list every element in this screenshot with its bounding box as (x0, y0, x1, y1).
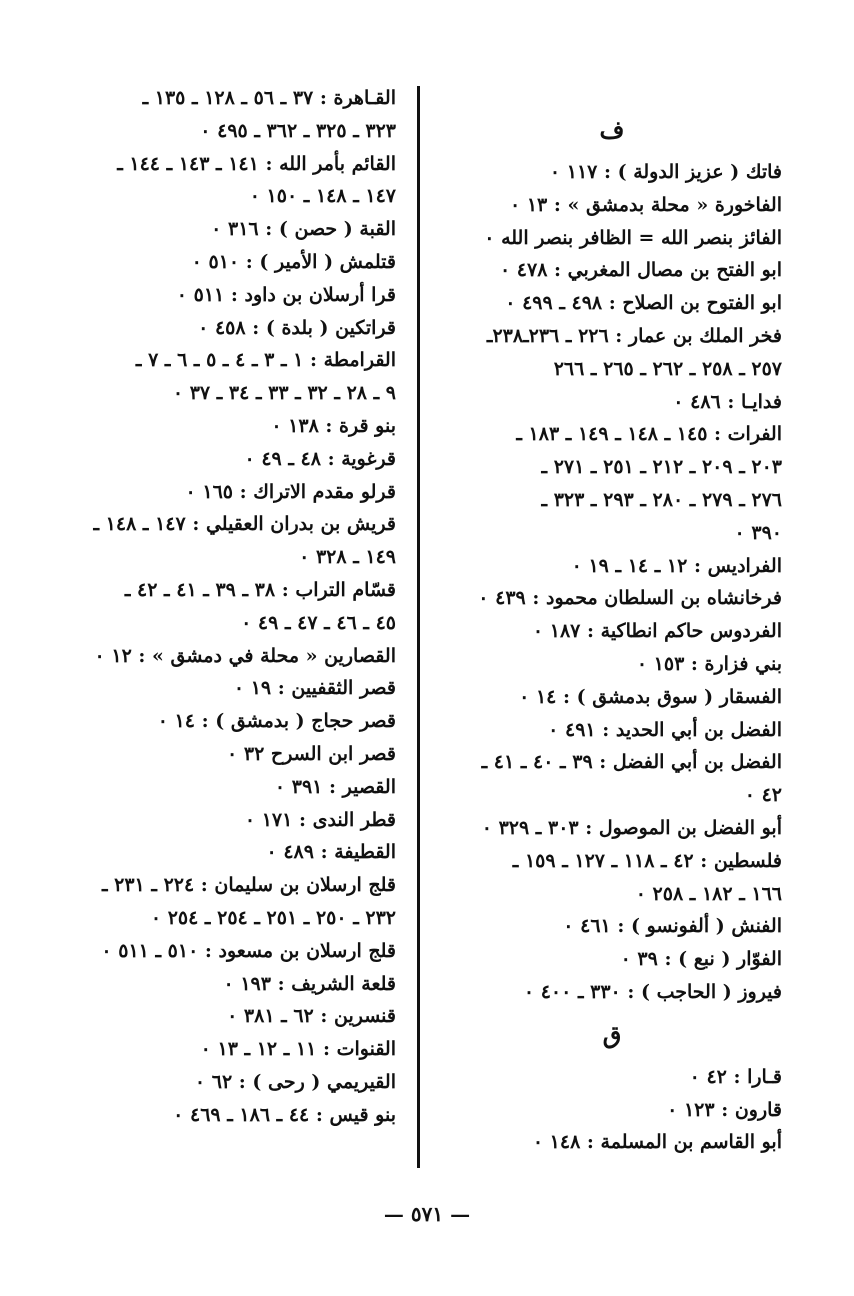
index-entry: ١٤٩ ـ ٣٢٨ ٠ (299, 546, 396, 569)
index-entry: ٩ ـ ٢٨ ـ ٣٢ ـ ٣٣ ـ ٣٤ ـ ٣٧ ٠ (172, 382, 396, 405)
index-entry: ١٦٦ ـ ١٨٢ ـ ٢٥٨ ٠ (635, 882, 782, 905)
index-entry: قلعة الشريف : ١٩٣ ٠ (223, 972, 396, 995)
index-entry: فيروز ( الحاجب ) : ٣٣٠ ـ ٤٠٠ ٠ (523, 980, 782, 1003)
index-entry: قطر الندى : ١٧١ ٠ (244, 808, 396, 831)
index-entry: ٢٧٦ ـ ٢٧٩ ـ ٢٨٠ ـ ٢٩٣ ـ ٣٢٣ ـ (541, 488, 782, 511)
index-entry: ٤٢ ٠ (744, 784, 782, 807)
right-column (442, 104, 782, 1159)
index-entry: القنوات : ١١ ـ ١٢ ـ ١٣ ٠ (200, 1038, 396, 1061)
index-entry: ابو الفتح بن مصال المغربي : ٤٧٨ ٠ (499, 259, 782, 282)
index-entry: بنو قرة : ١٣٨ ٠ (271, 414, 396, 437)
index-entry: أبو الفضل بن الموصول : ٣٠٣ ـ ٣٢٩ ٠ (481, 816, 782, 839)
index-entry: بنو قيس : ٤٤ ـ ١٨٦ ـ ٤٦٩ ٠ (173, 1103, 396, 1126)
index-entry: قـارا : ٤٢ ٠ (689, 1065, 782, 1088)
left-column (36, 82, 396, 1132)
index-entry: ٣٢٣ ـ ٣٢٥ ـ ٣٦٢ ـ ٤٩٥ ٠ (200, 119, 396, 142)
index-entry: قلج ارسلان بن سليمان : ٢٢٤ ـ ٢٣١ ـ (101, 874, 396, 897)
index-entry: الفرات : ١٤٥ ـ ١٤٨ ـ ١٤٩ ـ ١٨٣ ـ (516, 423, 782, 446)
index-entry: القطيفة : ٤٨٩ ٠ (266, 841, 396, 864)
index-entry: فرخانشاه بن السلطان محمود : ٤٣٩ ٠ (478, 587, 782, 610)
index-entry: ٢٣٢ ـ ٢٥٠ ـ ٢٥١ ـ ٢٥٤ ـ ٢٥٤ ٠ (150, 906, 396, 929)
index-entry: ابو الفتوح بن الصلاح : ٤٩٨ ـ ٤٩٩ ٠ (505, 292, 782, 315)
index-entry: القصير : ٣٩١ ٠ (274, 775, 396, 798)
index-entry: الفنش ( ألفونسو ) : ٤٦١ ٠ (563, 915, 782, 938)
q-entries (442, 1061, 782, 1159)
index-entry: قارون : ١٢٣ ٠ (667, 1098, 782, 1121)
index-entry: قلج ارسلان بن مسعود : ٥١٠ ـ ٥١١ ٠ (101, 939, 396, 962)
index-entry: قنسرين : ٦٢ ـ ٣٨١ ٠ (227, 1005, 396, 1028)
index-entry: ١٤٧ ـ ١٤٨ ـ ١٥٠ ٠ (249, 185, 396, 208)
f-entries (442, 156, 782, 1009)
index-entry: الفوّار ( نبع ) : ٣٩ ٠ (620, 948, 782, 971)
column-divider (417, 86, 420, 1168)
index-entry: الفراديس : ١٢ ـ ١٤ ـ ١٩ ٠ (571, 554, 782, 577)
index-entry: قراتكين ( بلدة ) : ٤٥٨ ٠ (198, 316, 396, 339)
index-entry: الفضل بن أبي الحديد : ٤٩١ ٠ (548, 718, 782, 741)
index-entry: القبة ( حصن ) : ٣١٦ ٠ (211, 218, 396, 241)
index-entry: القائم بأمر الله : ١٤١ ـ ١٤٣ ـ ١٤٤ ـ (117, 152, 396, 175)
index-entry: قرغوية : ٤٨ ـ ٤٩ ٠ (244, 447, 396, 470)
index-entry: قتلمش ( الأمير ) : ٥١٠ ٠ (191, 250, 396, 273)
page-number: — ٥٧١ — (383, 1202, 471, 1226)
index-entry: فاتك ( عزيز الدولة ) : ١١٧ ٠ (549, 161, 782, 183)
index-entry: فخر الملك بن عمار : ٢٢٦ ـ ٢٣٦ـ٢٣٨ـ (486, 324, 782, 347)
index-entry: الفائز بنصر الله = الظافر بنصر الله ٠ (484, 226, 782, 249)
index-entry: قصر ابن السرح ٣٢ ٠ (227, 742, 396, 765)
index-entry: قرلو مقدم الاتراك : ١٦٥ ٠ (185, 480, 396, 503)
index-entry: ٢٥٧ ـ ٢٥٨ ـ ٢٦٢ ـ ٢٦٥ ـ ٢٦٦ (553, 357, 782, 380)
section-letter-q: ق (602, 1019, 622, 1049)
index-entry: القصارين « محلة في دمشق » : ١٢ ٠ (94, 644, 396, 667)
index-entry: القـاهرة : ٣٧ ـ ٥٦ ـ ١٢٨ ـ ١٣٥ ـ (142, 87, 396, 109)
index-entry: الفردوس حاكم انطاكية : ١٨٧ ٠ (532, 620, 782, 643)
index-entry: الفاخورة « محلة بدمشق » : ١٣ ٠ (509, 193, 782, 216)
index-entry: الفسقار ( سوق بدمشق ) : ١٤ ٠ (519, 685, 782, 708)
index-entry: قرا أرسلان بن داود : ٥١١ ٠ (176, 283, 396, 306)
index-entry: قصر حجاج ( بدمشق ) : ١٤ ٠ (157, 710, 396, 733)
index-entry: القيريمي ( رحى ) : ٦٢ ٠ (194, 1070, 396, 1093)
index-entry: ٤٥ ـ ٤٦ ـ ٤٧ ـ ٤٩ ٠ (241, 611, 396, 634)
index-entry: بني فزارة : ١٥٣ ٠ (636, 652, 782, 675)
index-entry: قسّام التراب : ٣٨ ـ ٣٩ ـ ٤١ ـ ٤٢ ـ (124, 578, 396, 601)
index-entry: فلسطين : ٤٢ ـ ١١٨ ـ ١٢٧ ـ ١٥٩ ـ (512, 849, 782, 872)
index-entry: قصر الثقفيين : ١٩ ٠ (233, 677, 396, 700)
index-entry: ٢٠٣ ـ ٢٠٩ ـ ٢١٢ ـ ٢٥١ ـ ٢٧١ ـ (541, 456, 782, 479)
index-entry: قريش بن بدران العقيلي : ١٤٧ ـ ١٤٨ ـ (93, 513, 396, 536)
index-entry: فدايـا : ٤٨٦ ٠ (673, 390, 782, 413)
index-entry: الفضل بن أبي الفضل : ٣٩ ـ ٤٠ ـ ٤١ ـ (481, 751, 782, 774)
index-entry: أبو القاسم بن المسلمة : ١٤٨ ٠ (532, 1131, 782, 1154)
index-entry: القرامطة : ١ ـ ٣ ـ ٤ ـ ٥ ـ ٦ ـ ٧ ـ (135, 349, 396, 372)
section-letter-f: ف (599, 115, 625, 144)
index-entry: ٣٩٠ ٠ (734, 521, 782, 544)
